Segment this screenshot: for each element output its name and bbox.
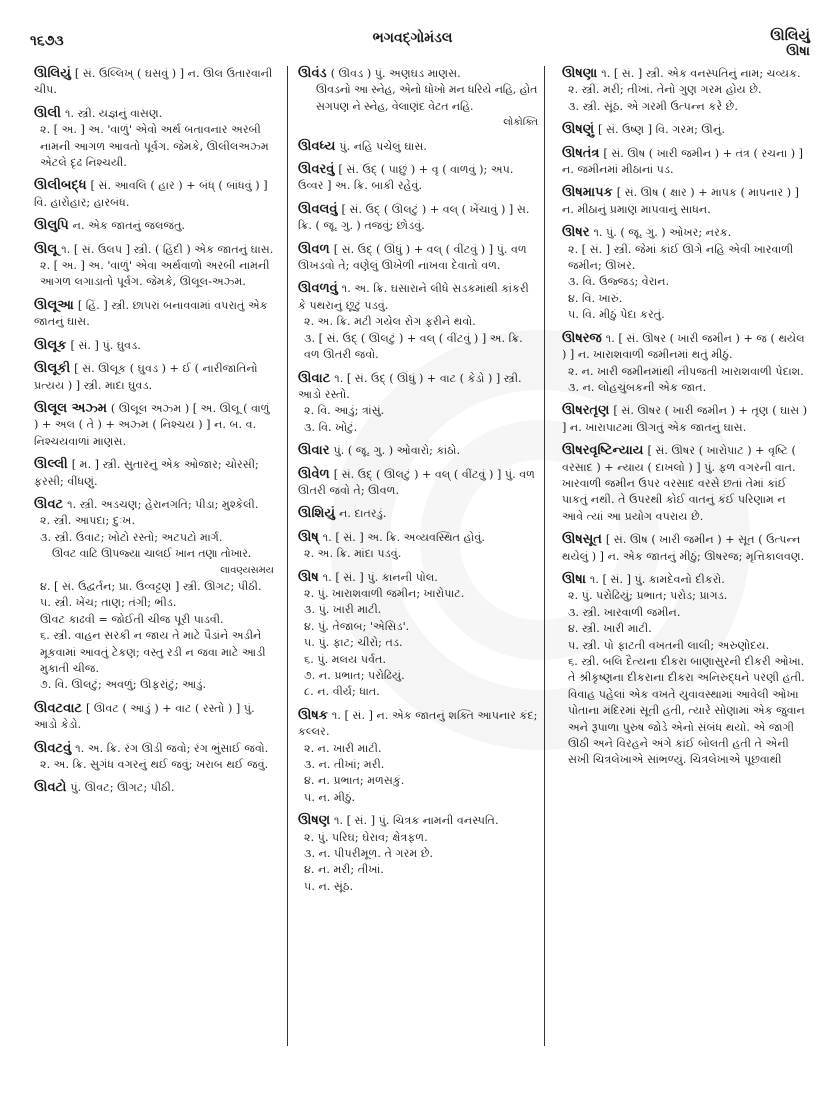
definition: ૧. [ સં. ઉદ્ ( ઊંધું ) + વાટ ( કેડો ) ] સ્ત્રી. આડો રસ્તો. bbox=[298, 371, 522, 401]
citation-source: લાવણ્યસમય bbox=[220, 564, 274, 576]
headword: ઊષા bbox=[562, 571, 586, 587]
sense: ૨. [ અ. ] અ. 'વાળું' એવો અર્થ બતાવનાર અરબી નામની આગળ આવતો પૂર્વગ. જેમકે, ઊલીલઅઝ્મ એટલે દૃઢ નિશ્ચયી. bbox=[40, 123, 269, 170]
definition: [ સં. ઉદ્ ( પાછું ) + વૃ ( વાળવું ); અપ. ઉવ્વર ] અ. ક્રિ. બાકી રહેવું. bbox=[298, 163, 514, 193]
headword: ઊષણું bbox=[562, 122, 595, 138]
definition: [ સં. ઊષ ( ખારી જમીન ) + તંત્ર ( રચના ) ] ન. જમીનમાં મીઠાનાં પડ. bbox=[562, 146, 804, 177]
sense: ૨. અ. ક્રિ. સુગંધ વગરનું થઈ જવું; ખરાબ થઈ જવું. bbox=[40, 758, 269, 772]
definition: [ સં. ઊષ ( ખારી જમીન ) + સૂત ( ઉત્પન્ન થયેલું ) ] ન. એક જાતનું મીઠું; ઊષરજ; મૃત્તિકાલવણ. bbox=[562, 533, 805, 563]
dictionary-entry bbox=[34, 338, 274, 354]
dictionary-entry bbox=[34, 741, 274, 774]
definition: ૧. [ સં. ઉલપ ] સ્ત્રી. ( હિંદી ) એક જાતનું ઘાસ. bbox=[61, 242, 274, 256]
definition: ૧. અ. ક્રિ. ઘસારાને લીધે સડકમાંથી કાંકરી કે પથરાનું છૂટું પડવું. bbox=[298, 282, 529, 312]
definition: ૧. અ. ક્રિ. રંગ ઊડી જવો; રંગ ભુંસાઈ જવો. bbox=[75, 741, 269, 755]
sense: ૩. સ્ત્રી. ખારવાળી જમીન. bbox=[568, 605, 681, 619]
sense: ૨. સ્ત્રી. આપદા; દુઃખ. bbox=[40, 514, 136, 528]
quotation: ઊવડનો આ સ્નેહ, એનો ધોખો મન ધરિયે નહિ, હોત સગપણ ને સ્નેહ, વેલાણંદ વેટત નહિ. bbox=[316, 83, 538, 113]
sense: ૪. વિ. ખારું. bbox=[568, 291, 623, 305]
sense: ૩. વિ. ઉજ્જડ; વેરાન. bbox=[568, 275, 670, 289]
headword: ઊલૂઆ bbox=[34, 297, 74, 313]
headword: ઊલૂક bbox=[34, 337, 67, 353]
sense: ૩. ન. લોહચુંબકની એક જાત. bbox=[568, 380, 707, 394]
definition: ૧. [ સં. ] પું. કાનની પોલ. bbox=[322, 570, 438, 584]
definition: ૧. [ સં. ] પું. ચિત્રક નામની વનસ્પતિ. bbox=[334, 814, 499, 828]
headword: ઊવળવું bbox=[298, 281, 338, 297]
sense: ૭. ન. પ્રભાત; પરોઢિયું. bbox=[304, 669, 405, 682]
sense: ૪. ન. પ્રભાત; મળસકું. bbox=[304, 774, 405, 788]
definition: [ મ. ] સ્ત્રી. સુતારનું એક ઓજાર; ચોરસી; ફરસી; વીંધણું. bbox=[34, 458, 259, 488]
definition: [ હિં. ] સ્ત્રી. છાપરાં બનાવવામાં વપરાતું એક જાતનું ઘાસ. bbox=[34, 298, 268, 329]
dictionary-entry bbox=[34, 242, 274, 291]
page-number: ૧૬૭૩ bbox=[30, 33, 64, 49]
dictionary-entry bbox=[34, 780, 274, 796]
headword: ઊવરવું bbox=[298, 162, 335, 178]
definition: ( ઊવડ ) પું. અણઘડ માણસ. bbox=[330, 67, 461, 80]
sense: ૪. પું. તેજાબ; 'એસિડ'. bbox=[304, 619, 410, 633]
headword: ઊષરવૃષ્ટિન્યાય bbox=[562, 443, 644, 459]
sense: ૩. પું. ખારી માટી. bbox=[304, 603, 382, 617]
dictionary-entry bbox=[34, 701, 274, 734]
definition: [ સં. ] પું. ઘુવડ. bbox=[70, 338, 141, 352]
sense: ૬. સ્ત્રી. વાહન સરકી ન જાય તે માટે પૈડાંને અડીને મૂકવામાં આવતું ટેકણ; વસ્તુ રડી ન જવા માટે આડી મુકાતી ચીજ. bbox=[40, 629, 266, 675]
dictionary-entry bbox=[34, 457, 274, 490]
headword: ઊવટવું bbox=[34, 740, 72, 756]
sense: ૨. અ. ક્રિ. મટી ગયેલ રોગ ફરીને થવો. bbox=[304, 315, 476, 329]
headword: ઊવટો bbox=[34, 780, 67, 796]
headword: ઊવધ્ય bbox=[298, 138, 336, 154]
sense: ૨. અ. ક્રિ. માંદા પડવું. bbox=[304, 547, 402, 561]
definition: ૧. [ સં. ] ન. એક જાતનું શક્તિ આપનાર કંદ; કલ્લર. bbox=[298, 708, 538, 739]
definition: ૧. પું. ( જૂ. ગુ. ) ઓખર; નરક. bbox=[593, 226, 732, 240]
definition: પું. ઊવટ; ઊગટ; પીઠી. bbox=[70, 781, 175, 795]
definition: [ સં. ઊષર ( ખારોપાટ ) + વૃષ્ટિ ( વરસાદ ) + ન્યાય ( દાખલો ) ] પું. ફળ વગરની વાત. ખારવાળી જમીન ઉપર વરસાદ વરસે છતાં તેમાં કાંઈ પાકતું નથી. તે ઉપરથી કોઈ વાતનું કંઈ પરિણામ ન આવે ત્યાં આ પ્રયોગ વપરાય છે. bbox=[562, 444, 796, 523]
headword: ઊવળ bbox=[298, 241, 330, 257]
sense: ૨. વિ. આડું; ત્રાંસું. bbox=[304, 404, 385, 418]
dictionary-entry bbox=[298, 202, 538, 235]
dictionary-entry bbox=[34, 497, 274, 694]
dictionary-entry bbox=[34, 218, 274, 234]
definition: [ સં. આવલિ ( હાર ) + બંધ્ ( બાંધવું ) ] વિ. હારોહાર; હારબંધ. bbox=[34, 179, 268, 209]
dictionary-entry bbox=[34, 298, 274, 331]
dictionary-entry bbox=[298, 467, 538, 500]
sense: ૩. વિ. ખોટું. bbox=[304, 420, 358, 434]
dictionary-entry bbox=[562, 532, 808, 565]
dictionary-entry bbox=[562, 331, 808, 397]
headword: ઊવટવાટ bbox=[34, 700, 82, 716]
definition: ( ઊલૂલ અઝ્મ ) [ અ. ઊલૂ ( વાળું ) + અલ ( તે ) + અઝ્મ ( નિશ્ચય ) ] ન. બ. વ. નિશ્ચયવાળાં માણસ. bbox=[34, 401, 270, 448]
dictionary-entry bbox=[34, 361, 274, 394]
headword: ઊષ bbox=[298, 569, 319, 585]
dictionary-entry bbox=[34, 401, 274, 450]
definition: ન. દાતરડું. bbox=[339, 507, 387, 521]
headword: ઊષક bbox=[298, 707, 328, 723]
headword: ઊષરજ bbox=[562, 330, 602, 346]
headword: ઊષણા bbox=[562, 66, 598, 81]
column-1 bbox=[28, 66, 280, 1076]
dictionary-entry bbox=[562, 122, 808, 138]
dictionary-entry bbox=[298, 66, 538, 132]
dictionary-entry bbox=[562, 572, 808, 769]
dictionary-entry bbox=[298, 281, 538, 363]
definition: [ સં. ઉદ્ ( ઊલટું ) + વલ્ ( વીંટવું ) ] પું. વળ ઊતરી જવો તે; ઊવળ. bbox=[298, 467, 535, 497]
sense: ૨. ન. ખારી માટી. bbox=[304, 741, 382, 755]
dictionary-entry bbox=[34, 66, 274, 99]
dictionary-entry bbox=[562, 185, 808, 218]
sense: ૩. ન. પીપરીમૂળ. તે ગરમ છે. bbox=[304, 847, 434, 861]
definition: [ સં. ઊષ ( ક્ષાર ) + માપક ( માપનાર ) ] ન. મીઠાનું પ્રમાણ માપવાનું સાધન. bbox=[562, 186, 800, 216]
definition: [ સં. ઊષર ( ખારી જમીન ) + તૃણ ( ઘાસ ) ] ન. ખારાપાટમાં ઊગતું એક જાતનું ઘાસ. bbox=[562, 404, 808, 434]
headword: ઊલીબદ્ધ bbox=[34, 178, 87, 194]
sense: ૪. ન. મરી; તીખાં. bbox=[304, 863, 384, 877]
headword: ઊલુપિ bbox=[34, 218, 69, 234]
headword: ઊવાટ bbox=[298, 370, 331, 386]
dictionary-entry bbox=[298, 139, 538, 155]
sense: ૮. ન. વીર્ય; ધાત. bbox=[304, 685, 380, 699]
headword: ઊલૂ bbox=[34, 241, 58, 257]
headword: ઊષ્ bbox=[298, 529, 319, 545]
page-header bbox=[0, 0, 825, 58]
sense: ૨. ન. ખારી જમીનમાંથી નીપજતી ખારાશવાળી પેદાશ. bbox=[568, 364, 804, 378]
sense: ૫. પું. ફાટ; ચીરો; તડ. bbox=[304, 636, 403, 650]
dictionary-entry bbox=[562, 66, 808, 115]
dictionary-entry bbox=[298, 530, 538, 563]
dictionary-entry bbox=[298, 506, 538, 522]
sense: ૩. સ્ત્રી. ઉવાટ; ખોટો રસ્તો; અટપટો માર્ગ. bbox=[40, 530, 223, 544]
definition: [ સં. ઉષ્ણ ] વિ. ગરમ; ઊનું. bbox=[598, 123, 725, 137]
headword: ઊવંડ bbox=[298, 66, 327, 81]
sense: ૪. સ્ત્રી. ખારી માટી. bbox=[568, 622, 652, 636]
sense: ઊવટ કાઢવી = જોઈતી ચીજ પૂરી પાડવી. bbox=[40, 612, 224, 626]
definition: ૧. [ સં. ] અ. ક્રિ. અવ્યવસ્થિત હોવું. bbox=[322, 530, 485, 544]
dictionary-entry bbox=[298, 371, 538, 437]
dictionary-entry bbox=[298, 443, 538, 459]
guide-word-first: ઊલિયું bbox=[770, 28, 810, 44]
definition: ૧. સ્ત્રી. યજ્ઞનું વાસણ. bbox=[65, 106, 163, 120]
headword: ઊવેળ bbox=[298, 466, 330, 482]
dictionary-entry bbox=[298, 242, 538, 275]
dictionary-entry bbox=[34, 106, 274, 172]
sense: ૨. પું. પરોઢિયું; પ્રભાત; પરોડ; પ્રાગડ. bbox=[568, 589, 728, 603]
sense: ૨. પું. ખારાશવાળી જમીન; ખારોપાટ. bbox=[304, 586, 465, 600]
definition: ૧. સ્ત્રી. અડચણ; હેરાનગતિ; પીડા; મુશ્કેલી. bbox=[67, 497, 259, 511]
definition: [ સં. ઉદ્ ( ઊલટું ) + વલ્ ( ખેંચાવું ) ] સ. ક્રિ. ( જૂ. ગુ. ) તજવું; છોડવું. bbox=[298, 202, 530, 233]
sense: ૫. વિ. મીઠું પેદા કરતું. bbox=[568, 308, 665, 322]
sense: ૨. [ સં. ] સ્ત્રી. જેમાં કાંઈ ઊગે નહિ એવી ખારવાળી જમીન; ઊખર. bbox=[568, 242, 794, 273]
headword: ઊષણ bbox=[298, 813, 331, 829]
columns bbox=[28, 66, 818, 1076]
quotation: ઊવટ વાટિ ઊપજ્યા ચાલઈ ખાન તણા તોખાર. bbox=[52, 547, 252, 561]
sense: ૫. સ્ત્રી. પો ફાટતી વખતની લાલી; અરુણોદય. bbox=[568, 638, 770, 652]
dictionary-entry bbox=[298, 162, 538, 195]
definition: [ સં. ઊલૂક ( ઘુવડ ) + ઈ ( નારીજાતિનો પ્રત્યય ) ] સ્ત્રી. માદા ઘુવડ. bbox=[34, 362, 258, 392]
book-title: ભગવદ્ગોમંડલ bbox=[372, 30, 453, 46]
dictionary-entry bbox=[562, 403, 808, 436]
sense: ૬. પું. મલય પર્વત. bbox=[304, 652, 387, 666]
definition: ન. એક જાતનું જલજંતુ. bbox=[72, 219, 186, 233]
sense: ૫. સ્ત્રી. ખેંચ; તાણ; તંગી; ભીડ. bbox=[40, 596, 177, 610]
definition: [ ઊવટ ( આડું ) + વાટ ( રસ્તો ) ] પું. આડો કેડો. bbox=[34, 701, 255, 732]
dictionary-entry bbox=[298, 813, 538, 895]
headword: ઊલ્લી bbox=[34, 457, 68, 473]
definition: [ સં. ઉલ્લિખ્ ( ઘસવું ) ] ન. ઊલ ઉતારવાની ચીપ. bbox=[34, 67, 273, 97]
headword: ઊલૂકી bbox=[34, 361, 71, 377]
sense: ૫. ન. સૂંઠ. bbox=[304, 879, 354, 893]
sense: ૨. પું. પરિઘ; ઘેરાવ; ક્ષેત્રફળ. bbox=[304, 830, 428, 844]
definition: ૧. [ સં. ] પું. કામદેવનો દીકરો. bbox=[589, 572, 725, 586]
sense: ૩. ન. તીખાં; મરી. bbox=[304, 758, 385, 772]
headword: ઊષમાપક bbox=[562, 185, 613, 201]
sense: ૪. [ સં. ઉદ્વર્તન; પ્રા. ઉવ્વટ્ટણ ] સ્ત્રી. ઊગટ; પીઠી. bbox=[40, 579, 262, 593]
headword: ઊવાર bbox=[298, 443, 330, 459]
sense: ૩. [ સં. ઉદ્ ( ઊલટું ) + વલ્ ( વીંટવું ) ] અ. ક્રિ. વળ ઊતરી જવો. bbox=[304, 331, 523, 362]
headword: ઊષરતૃણ bbox=[562, 403, 610, 419]
headword: ઊવટ bbox=[34, 496, 64, 512]
headword: ઊષતંત્ર bbox=[562, 145, 600, 161]
headword: ઊષર bbox=[562, 225, 590, 241]
sense: ૭. વિ. ઊલટું; અવળું; ઊફરાંટું; આડું. bbox=[40, 678, 207, 692]
citation-source: લોકોક્તિ bbox=[503, 117, 538, 129]
dictionary-entry bbox=[34, 178, 274, 211]
definition: [ સં. ઉદ્ ( ઊંધું ) + વલ્ ( વીંટવું ) ] પું. વળ ઊખડવો તે; વણેલું ઊખેળી નાખવા દેવાતો વળ. bbox=[298, 242, 527, 273]
dictionary-entry bbox=[562, 443, 808, 525]
dictionary-entry bbox=[298, 708, 538, 806]
guide-word-last: ઊષા bbox=[786, 44, 810, 59]
definition: ૧. [ સં. ] સ્ત્રી. એક વનસ્પતિનું નામ; ચવ્યક. bbox=[601, 67, 801, 80]
column-3 bbox=[552, 66, 814, 1076]
headword: ઊષસૂત bbox=[562, 532, 602, 548]
sense: ૨. [ અ. ] અ. 'વાળું' એવા અર્થવાળો અરબી નામની આગળ લગાડાતો પૂર્વગ. જેમકે, ઊલૂલ-અઝ્મ. bbox=[40, 259, 270, 289]
headword: ઊલી bbox=[34, 105, 61, 121]
headword: ઊશિયું bbox=[298, 506, 336, 522]
headword: ઊવલવું bbox=[298, 201, 338, 217]
definition: પું. નહિ પચેલું ઘાસ. bbox=[339, 139, 427, 153]
definition: ૧. [ સં. ઊષર ( ખારી જમીન ) + જ ( થયેલ ) ] ન. ખારાશવાળી જમીનમાં થતું મીઠું. bbox=[562, 331, 805, 362]
dictionary-entry bbox=[298, 570, 538, 701]
headword: ઊલૂલ અઝ્મ bbox=[34, 400, 107, 416]
column-2 bbox=[287, 66, 545, 1046]
definition: પું. ( જૂ. ગુ. ) ઓવારો; કાંઠો. bbox=[333, 444, 460, 458]
sense: ૬. સ્ત્રી. બલિ દૈત્યના દીકરા બાણાસુરની દીકરી ઓખા. તે શ્રીકૃષ્ણના દીકરાના દીકરા અનિરુદ્ધને પરણી હતી. વિવાહ પહેલાં એક વખતે યુવાવસ્થામાં આવેલી ઓખા પોતાના મંદિરમાં સૂતી હતી, ત્યારે સોણામાં એક જુવાન અને રૂપાળા પુરુષ જોડે એનો સંબંધ થયો. એ જાગી ઊઠી અને વિરહને અંગે કાંઈ બોલતી હતી તે એની સખી ચિત્રલેખાએ સાંભળ્યું. ચિત્રલેખાએ પૂછવાથી bbox=[568, 655, 805, 767]
dictionary-entry bbox=[562, 146, 808, 179]
sense: ૫. ન. મીઠું. bbox=[304, 790, 356, 804]
sense: ૨. સ્ત્રી. મરી; તીખાં. તેનો ગુણ ગરમ હોય છે. bbox=[568, 83, 762, 97]
headword: ઊલિયું bbox=[34, 66, 71, 81]
sense: ૩. સ્ત્રી. સૂંઠ. એ ગરમી ઉત્પન્ન કરે છે. bbox=[568, 99, 738, 113]
dictionary-entry bbox=[562, 225, 808, 323]
